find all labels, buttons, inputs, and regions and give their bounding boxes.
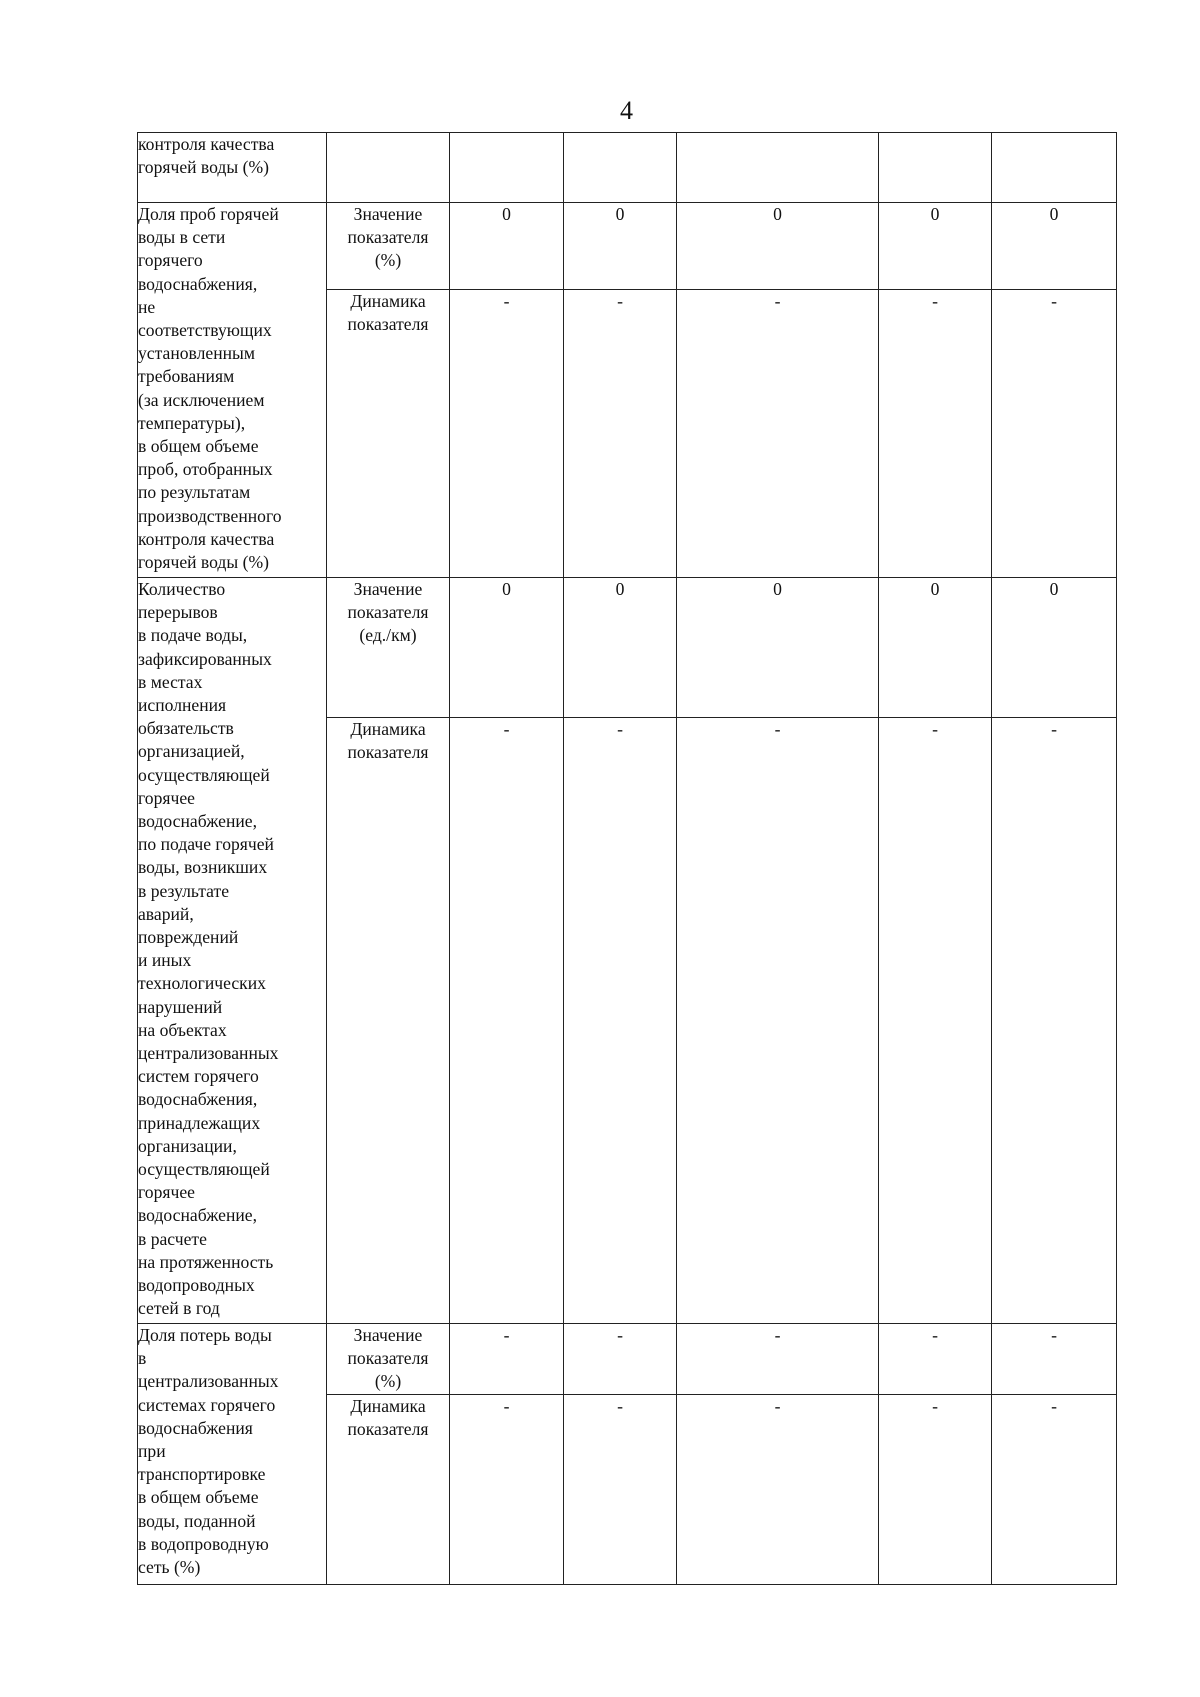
- name-line: Количество: [138, 579, 226, 599]
- label-line: Динамика: [350, 719, 426, 739]
- metric-label: [327, 1324, 450, 1395]
- name-line: организации,: [138, 1135, 237, 1156]
- page-number: 4: [620, 96, 633, 125]
- value-cell: 0: [450, 203, 564, 290]
- table-row: [138, 203, 1117, 290]
- empty-cell: [327, 133, 450, 203]
- name-line: по подаче горячей: [138, 834, 274, 855]
- label-line: (%): [374, 1371, 402, 1392]
- value-cell: 0: [677, 578, 879, 718]
- name-line: технологических: [138, 973, 266, 994]
- name-line: водоснабжения,: [138, 273, 258, 294]
- name-line: сетей в год: [138, 1298, 220, 1319]
- value-cell: 0: [564, 578, 677, 718]
- label-line: (ед./км): [359, 625, 417, 646]
- name-line: на протяженность: [138, 1251, 274, 1272]
- name-line: требованиям: [138, 366, 235, 387]
- value-cell: -: [992, 718, 1117, 1324]
- name-line: воды в сети: [138, 227, 226, 248]
- value-cell: -: [992, 1394, 1117, 1584]
- name-line: организацией,: [138, 741, 245, 762]
- name-line: Доля проб горячей: [138, 204, 279, 224]
- indicator-name: [138, 1324, 327, 1585]
- table-row: [138, 578, 1117, 718]
- value-cell: -: [879, 1324, 992, 1395]
- name-line: в подаче воды,: [138, 625, 248, 646]
- metric-label: [327, 203, 450, 290]
- value-cell: 0: [450, 578, 564, 718]
- empty-cell: [992, 133, 1117, 203]
- value-cell: 0: [564, 203, 677, 290]
- name-line: в общем объеме: [138, 436, 259, 457]
- empty-cell: [450, 133, 564, 203]
- name-line: Доля потерь воды: [138, 1325, 272, 1345]
- name-line: повреждений: [138, 927, 239, 948]
- name-line: в водопроводную: [138, 1533, 269, 1554]
- label-line: показателя: [347, 314, 429, 335]
- name-line: водоснабжение,: [138, 1205, 257, 1226]
- name-line: проб, отобранных: [138, 459, 273, 480]
- label-line: показателя: [347, 602, 429, 623]
- metric-label: [327, 290, 450, 578]
- value-cell: -: [564, 1394, 677, 1584]
- name-line: горячего: [138, 250, 203, 271]
- label-line: Динамика: [350, 291, 426, 311]
- name-line: перерывов: [138, 602, 218, 623]
- name-line: на объектах: [138, 1019, 227, 1040]
- label-line: Значение: [353, 579, 423, 599]
- name-line: не: [138, 296, 156, 317]
- name-line: водоснабжения,: [138, 1089, 258, 1110]
- metric-label: [327, 718, 450, 1324]
- name-line: температуры),: [138, 412, 246, 433]
- name-line: в результате: [138, 880, 230, 901]
- value-cell: -: [450, 718, 564, 1324]
- table-row: [138, 1324, 1117, 1395]
- name-line: и иных: [138, 950, 192, 971]
- value-cell: 0: [677, 203, 879, 290]
- value-cell: -: [879, 718, 992, 1324]
- indicator-name: [138, 133, 327, 203]
- name-line: по результатам: [138, 482, 251, 503]
- name-line: в: [138, 1348, 147, 1369]
- name-line: соответствующих: [138, 320, 272, 341]
- name-line: производственного: [138, 505, 282, 526]
- name-line: системах горячего: [138, 1394, 276, 1415]
- name-line: водоснабжения: [138, 1417, 253, 1438]
- table-row: [138, 133, 1117, 203]
- value-cell: -: [677, 718, 879, 1324]
- value-cell: -: [992, 1324, 1117, 1395]
- metric-label: [327, 578, 450, 718]
- label-line: показателя: [347, 742, 429, 763]
- value-cell: -: [879, 1394, 992, 1584]
- value-cell: 0: [879, 203, 992, 290]
- name-line: исполнения: [138, 695, 227, 716]
- name-line: обязательств: [138, 718, 234, 739]
- value-cell: 0: [879, 578, 992, 718]
- name-line: воды, поданной: [138, 1510, 256, 1531]
- label-line: показателя: [347, 1348, 429, 1369]
- name-line: воды, возникших: [138, 857, 268, 878]
- label-line: показателя: [347, 227, 429, 248]
- name-line: нарушений: [138, 996, 223, 1017]
- value-cell: -: [992, 290, 1117, 578]
- value-cell: 0: [992, 578, 1117, 718]
- name-line: контроля качества: [138, 528, 275, 549]
- name-line: водоснабжение,: [138, 811, 257, 832]
- name-line: систем горячего: [138, 1066, 259, 1087]
- name-line: принадлежащих: [138, 1112, 261, 1133]
- name-line: централизованных: [138, 1371, 279, 1392]
- value-cell: -: [564, 1324, 677, 1395]
- name-line: в общем объеме: [138, 1487, 259, 1508]
- value-cell: -: [677, 1324, 879, 1395]
- indicator-name: [138, 203, 327, 578]
- value-cell: -: [677, 1394, 879, 1584]
- value-cell: -: [450, 290, 564, 578]
- name-line: осуществляющей: [138, 1159, 270, 1180]
- value-cell: -: [879, 290, 992, 578]
- empty-cell: [564, 133, 677, 203]
- name-line: в расчете: [138, 1228, 207, 1249]
- metric-label: [327, 1394, 450, 1584]
- name-line: горячее: [138, 787, 195, 808]
- name-line: в местах: [138, 671, 203, 692]
- label-line: Значение: [353, 1325, 423, 1345]
- name-line: контроля качества: [138, 134, 275, 154]
- name-line: транспортировке: [138, 1464, 266, 1485]
- value-cell: -: [564, 290, 677, 578]
- name-line: горячей воды (%): [138, 552, 269, 573]
- name-line: водопроводных: [138, 1275, 255, 1296]
- value-cell: 0: [992, 203, 1117, 290]
- name-line: аварий,: [138, 903, 194, 924]
- name-line: сеть (%): [138, 1557, 201, 1578]
- empty-cell: [677, 133, 879, 203]
- value-cell: -: [677, 290, 879, 578]
- indicators-table: [137, 132, 1117, 1585]
- name-line: (за исключением: [138, 389, 265, 410]
- name-line: осуществляющей: [138, 764, 270, 785]
- name-line: централизованных: [138, 1043, 279, 1064]
- value-cell: -: [564, 718, 677, 1324]
- value-cell: -: [450, 1394, 564, 1584]
- label-line: показателя: [347, 1418, 429, 1439]
- name-line: горячее: [138, 1182, 195, 1203]
- name-line: горячей воды (%): [138, 157, 269, 178]
- empty-cell: [879, 133, 992, 203]
- indicator-name: [138, 578, 327, 1324]
- value-cell: -: [450, 1324, 564, 1395]
- name-line: зафиксированных: [138, 648, 272, 669]
- label-line: Динамика: [350, 1395, 426, 1416]
- name-line: при: [138, 1441, 166, 1462]
- label-line: Значение: [353, 204, 423, 224]
- name-line: установленным: [138, 343, 255, 364]
- label-line: (%): [374, 250, 402, 271]
